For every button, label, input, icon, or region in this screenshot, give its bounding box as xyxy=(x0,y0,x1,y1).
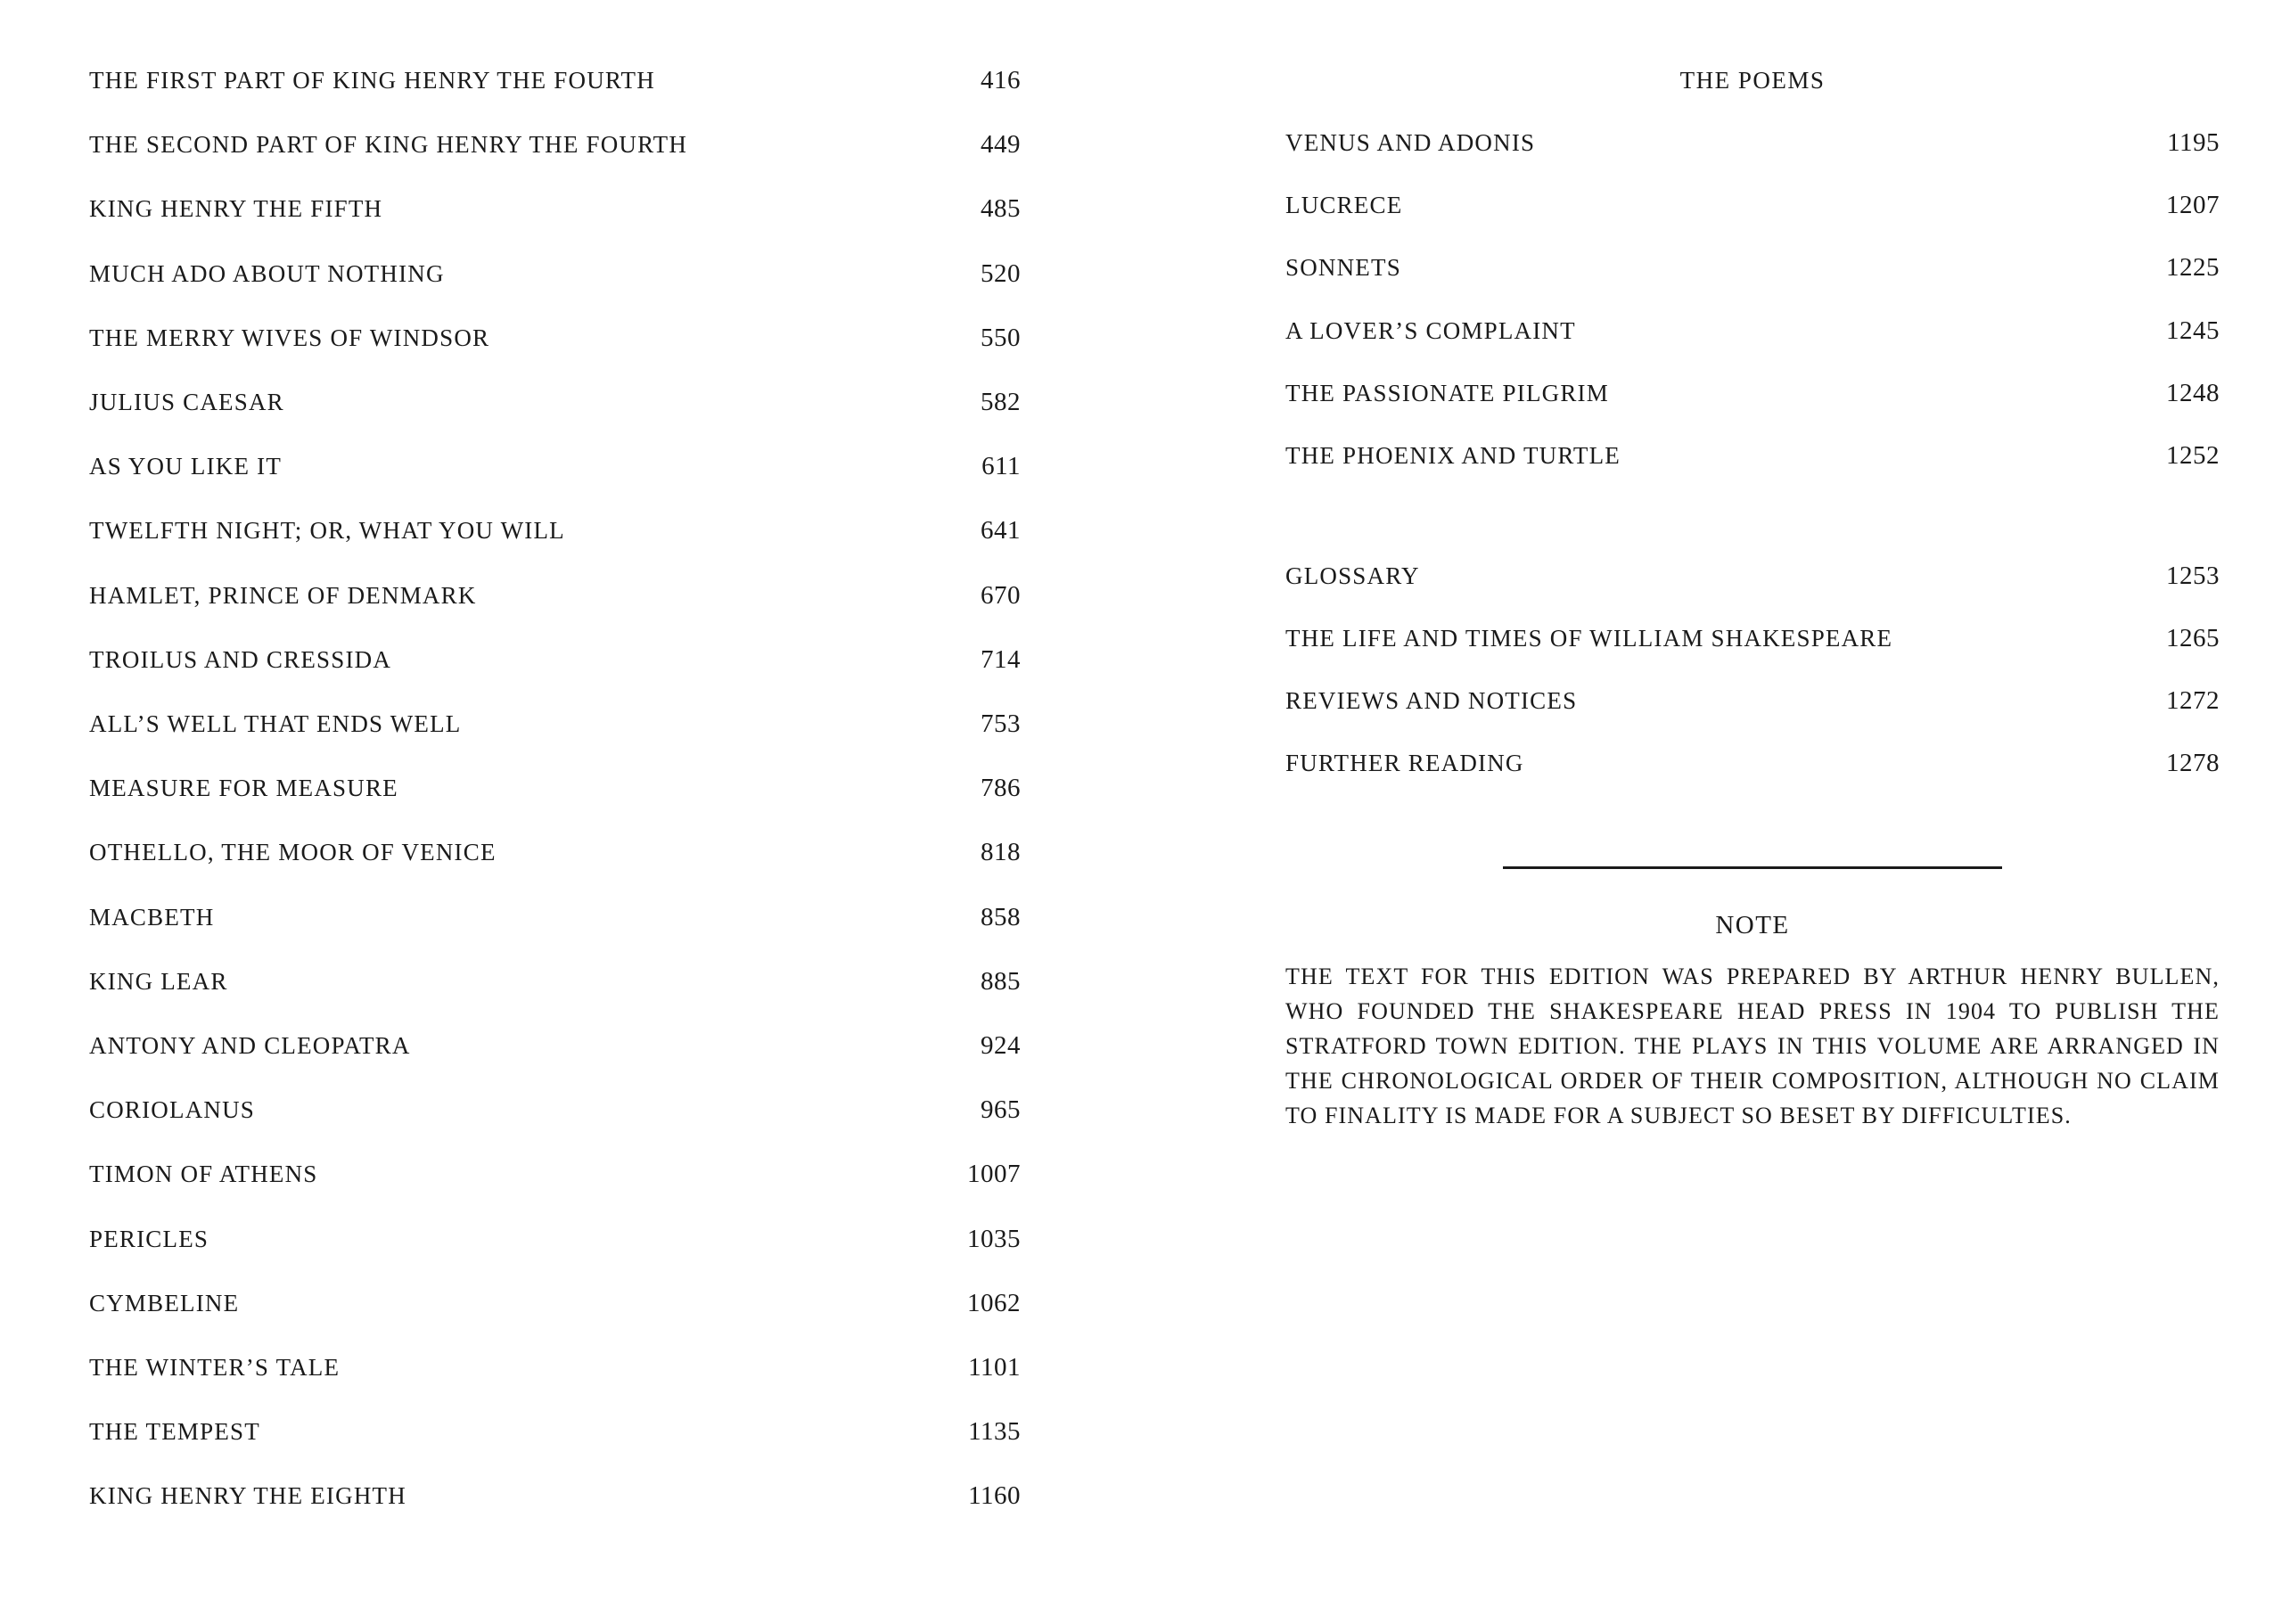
toc-entry-page-number: 1035 xyxy=(967,1224,1021,1253)
toc-entry-title: OTHELLO, THE MOOR OF VENICE xyxy=(89,839,497,866)
note-heading: NOTE xyxy=(1715,911,1790,939)
toc-entry-page-number: 520 xyxy=(981,258,1021,288)
toc-entry-page-number: 1225 xyxy=(2166,253,2220,283)
toc-entry-page-number: 1160 xyxy=(968,1481,1021,1511)
toc-entry-page-number: 449 xyxy=(981,130,1021,160)
toc-entry-page-number: 670 xyxy=(981,580,1021,610)
toc-entry-title: AS YOU LIKE IT xyxy=(89,453,283,480)
toc-entry-title: VENUS AND ADONIS xyxy=(1285,129,1536,156)
toc-entry-title: MACBETH xyxy=(89,903,215,931)
toc-entry-title: TROILUS AND CRESSIDA xyxy=(89,645,392,673)
toc-entry-page-number: 885 xyxy=(981,966,1021,996)
toc-entry-page-number: 1007 xyxy=(967,1160,1021,1189)
toc-entry xyxy=(89,386,1021,418)
toc-entry-title: LUCRECE xyxy=(1285,192,1403,219)
toc-entry xyxy=(89,1094,1021,1126)
toc-entry-page-number: 965 xyxy=(981,1095,1021,1125)
toc-entry xyxy=(89,1029,1021,1062)
toc-entry-page-number: 416 xyxy=(981,66,1021,94)
toc-entry-page-number: 714 xyxy=(981,644,1021,674)
toc-entry-page-number: 1245 xyxy=(2166,316,2220,345)
section-divider-rule xyxy=(1503,866,2002,869)
toc-entry-page-number: 858 xyxy=(981,902,1021,931)
toc-entry xyxy=(89,193,1021,225)
toc-entry-page-number: 1195 xyxy=(2167,128,2220,157)
toc-entry xyxy=(89,450,1021,482)
toc-entry-title: KING HENRY THE FIFTH xyxy=(89,195,383,223)
toc-entry-title: JULIUS CAESAR xyxy=(89,389,284,415)
toc-entry-title: THE MERRY WIVES OF WINDSOR xyxy=(89,324,490,351)
toc-entry xyxy=(1285,622,2220,654)
left-page xyxy=(89,0,1021,1624)
toc-entry-title: THE LIFE AND TIMES OF WILLIAM SHAKESPEARE xyxy=(1285,625,1893,652)
toc-entry-title: PERICLES xyxy=(89,1225,209,1252)
toc-entry xyxy=(89,1287,1021,1319)
toc-entry xyxy=(89,708,1021,740)
toc-entry-title: MUCH ADO ABOUT NOTHING xyxy=(89,259,445,287)
toc-entry xyxy=(89,965,1021,997)
toc-entry-page-number: 818 xyxy=(981,838,1021,867)
toc-entry xyxy=(89,64,1021,96)
toc-entry xyxy=(89,579,1021,611)
toc-entry xyxy=(1285,377,2220,409)
toc-entry xyxy=(1285,560,2220,592)
toc-entry-title: CORIOLANUS xyxy=(89,1096,256,1124)
poems-heading: THE POEMS xyxy=(1679,67,1826,94)
toc-entry xyxy=(1285,747,2220,779)
toc-entry-page-number: 1265 xyxy=(2166,624,2220,652)
toc-entry-title: TIMON OF ATHENS xyxy=(89,1161,318,1188)
toc-entry-page-number: 1252 xyxy=(2166,441,2220,470)
toc-entry-title: MEASURE FOR MEASURE xyxy=(89,775,398,802)
toc-entry xyxy=(1285,439,2220,472)
toc-entry-title: SONNETS xyxy=(1285,254,1401,282)
toc-entry-page-number: 1101 xyxy=(968,1353,1021,1382)
toc-entry-title: THE SECOND PART OF KING HENRY THE FOURTH xyxy=(89,131,688,159)
toc-entry-page-number: 1248 xyxy=(2166,378,2220,407)
toc-entry xyxy=(1285,685,2220,717)
toc-entry-title: A LOVER’S COMPLAINT xyxy=(1285,316,1576,344)
toc-entry-title: KING HENRY THE EIGHTH xyxy=(89,1482,406,1510)
toc-entry-title: THE WINTER’S TALE xyxy=(89,1354,341,1381)
toc-entry xyxy=(89,772,1021,804)
toc-entry xyxy=(89,1415,1021,1448)
toc-entry-title: FURTHER READING xyxy=(1285,750,1524,776)
toc-entry-page-number: 1272 xyxy=(2166,686,2220,715)
toc-entry-title: HAMLET, PRINCE OF DENMARK xyxy=(89,581,477,609)
toc-entry-page-number: 1253 xyxy=(2166,562,2220,590)
toc-entry-title: THE PHOENIX AND TURTLE xyxy=(1285,442,1621,469)
toc-entry-page-number: 924 xyxy=(981,1031,1021,1060)
toc-entry xyxy=(1285,251,2220,283)
toc-entry xyxy=(89,1223,1021,1255)
toc-entry-title: THE PASSIONATE PILGRIM xyxy=(1285,379,1609,406)
toc-entry xyxy=(1285,189,2220,221)
toc-entry-title: TWELFTH NIGHT; OR, WHAT YOU WILL xyxy=(89,517,565,545)
note-paragraph: THE TEXT FOR THIS EDITION WAS PREPARED BY ARTHUR HENRY BULLEN, WHO FOUNDED THE SHAKESPEARE HEAD PRESS IN 1904 TO PUBLISH THE STRATFORD TOWN EDITION. THE PLAYS IN THIS VOLUME ARE ARRANGED IN THE CHRONOLOGICAL ORDER OF THEIR COMPOSITION, ALTHOUGH NO CLAIM TO FINALITY IS MADE FOR A SUBJECT SO BESET BY DIFFICULTIES. xyxy=(1285,964,2220,1128)
toc-entry xyxy=(89,1480,1021,1512)
toc-entry xyxy=(89,128,1021,160)
toc-entry xyxy=(89,644,1021,676)
toc-entry-title: THE TEMPEST xyxy=(89,1418,260,1446)
toc-entry xyxy=(1285,315,2220,347)
toc-entry xyxy=(1285,127,2220,159)
toc-entry-title: THE FIRST PART OF KING HENRY THE FOURTH xyxy=(89,67,655,94)
toc-entry xyxy=(89,322,1021,354)
toc-entry-page-number: 786 xyxy=(981,774,1021,803)
toc-entry-page-number: 485 xyxy=(981,194,1021,224)
toc-entry-page-number: 611 xyxy=(981,452,1021,481)
toc-entry-title: KING LEAR xyxy=(89,967,228,995)
toc-entry-page-number: 582 xyxy=(981,388,1021,416)
toc-entry-title: ANTONY AND CLEOPATRA xyxy=(89,1032,411,1059)
toc-entry-title: ALL’S WELL THAT ENDS WELL xyxy=(89,710,462,737)
right-page xyxy=(1285,0,2220,1624)
toc-entry xyxy=(89,901,1021,933)
toc-entry-title: CYMBELINE xyxy=(89,1289,240,1316)
toc-entry xyxy=(89,514,1021,546)
toc-entry xyxy=(89,836,1021,868)
toc-entry-page-number: 1135 xyxy=(968,1417,1021,1447)
toc-entry xyxy=(89,258,1021,290)
toc-entry xyxy=(89,1158,1021,1190)
toc-entry-page-number: 1207 xyxy=(2166,191,2220,220)
toc-entry-page-number: 550 xyxy=(981,323,1021,352)
toc-entry-page-number: 753 xyxy=(981,709,1021,738)
toc-entry-title: GLOSSARY xyxy=(1285,562,1420,589)
toc-entry-page-number: 1062 xyxy=(967,1288,1021,1317)
toc-entry-title: REVIEWS AND NOTICES xyxy=(1285,687,1578,714)
toc-entry xyxy=(89,1351,1021,1383)
toc-entry-page-number: 641 xyxy=(981,516,1021,545)
toc-entry-page-number: 1278 xyxy=(2166,749,2220,777)
